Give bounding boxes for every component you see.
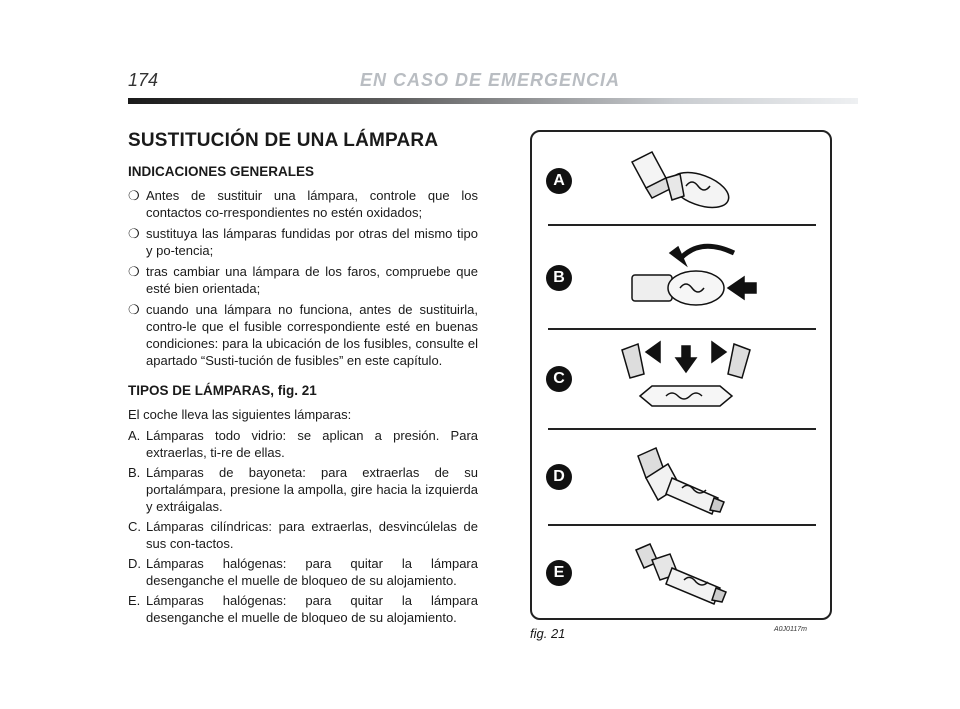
figure-row-c [532, 332, 830, 427]
text-column [128, 130, 478, 629]
types-intro: El coche lleva las siguientes lámparas: [128, 407, 352, 422]
list-item: D. Lámparas halógenas: para quitar la lámpara desenganche el muelle de bloqueo de su alojamiento. [128, 556, 478, 588]
label-badge-e: E [546, 560, 572, 586]
label-badge-c: C [546, 366, 572, 392]
figure-code: A0J0117m [774, 626, 807, 633]
list-item: A. Lámparas todo vidrio: se aplican a presión. Para extraerlas, ti-re de ellas. [128, 428, 478, 460]
general-heading: INDICACIONES GENERALES [128, 164, 315, 179]
lamp-figure [530, 130, 832, 620]
types-list [128, 427, 478, 626]
figure-row-d [532, 432, 830, 527]
figure-row-a [532, 132, 830, 227]
bullet-icon: ❍ [128, 226, 140, 241]
figure-divider [548, 524, 816, 526]
header-rule [128, 98, 858, 104]
bullet-icon: ❍ [128, 188, 140, 203]
glass-wedge-bulb-icon [622, 144, 742, 214]
label-badge-d: D [546, 464, 572, 490]
running-title: EN CASO DE EMERGENCIA [360, 70, 621, 90]
list-item: ❍ Antes de sustituir una lámpara, controle que los contactos co-rrespondientes no estén oxidados; [128, 188, 478, 220]
list-item: ❍ tras cambiar una lámpara de los faros, compruebe que esté bien orientada; [128, 264, 478, 296]
figure-caption: fig. 21 [530, 626, 566, 641]
list-item: E. Lámparas halógenas: para quitar la lámpara desenganche el muelle de bloqueo de su alojamiento. [128, 593, 478, 625]
section-title: SUSTITUCIÓN DE UNA LÁMPARA [128, 130, 439, 151]
figure-divider [548, 328, 816, 330]
page-number: 174 [128, 70, 159, 90]
halogen-bulb-e-icon [628, 538, 738, 614]
figure-divider [548, 224, 816, 226]
list-item: ❍ sustituya las lámparas fundidas por otras del mismo tipo y po-tencia; [128, 226, 478, 258]
list-item: C. Lámparas cilíndricas: para extraerlas, desvincúlelas de sus con-tactos. [128, 519, 478, 551]
label-badge-b: B [546, 265, 572, 291]
list-item: B. Lámparas de bayoneta: para extraerlas de su portalámpara, presione la ampolla, gire hacia la izquierda y extráigalas. [128, 465, 478, 514]
list-item: ❍ cuando una lámpara no funciona, antes de sustituirla, contro-le que el fusible correspondiente esté en buenas condiciones: para la ubicación de los fusibles, consulte el apartado “Susti-tución de fusibles” en este capítulo. [128, 302, 478, 368]
halogen-bulb-d-icon [628, 442, 738, 522]
label-badge-a: A [546, 168, 572, 194]
figure-row-b [532, 229, 830, 324]
figure-row-e [532, 528, 830, 623]
types-heading: TIPOS DE LÁMPARAS, fig. 21 [128, 383, 317, 398]
bullet-icon: ❍ [128, 302, 140, 317]
bullet-icon: ❍ [128, 264, 140, 279]
figure-divider [548, 428, 816, 430]
bayonet-bulb-icon [620, 235, 760, 319]
general-list [128, 187, 478, 369]
cylindrical-bulb-icon [616, 338, 756, 418]
